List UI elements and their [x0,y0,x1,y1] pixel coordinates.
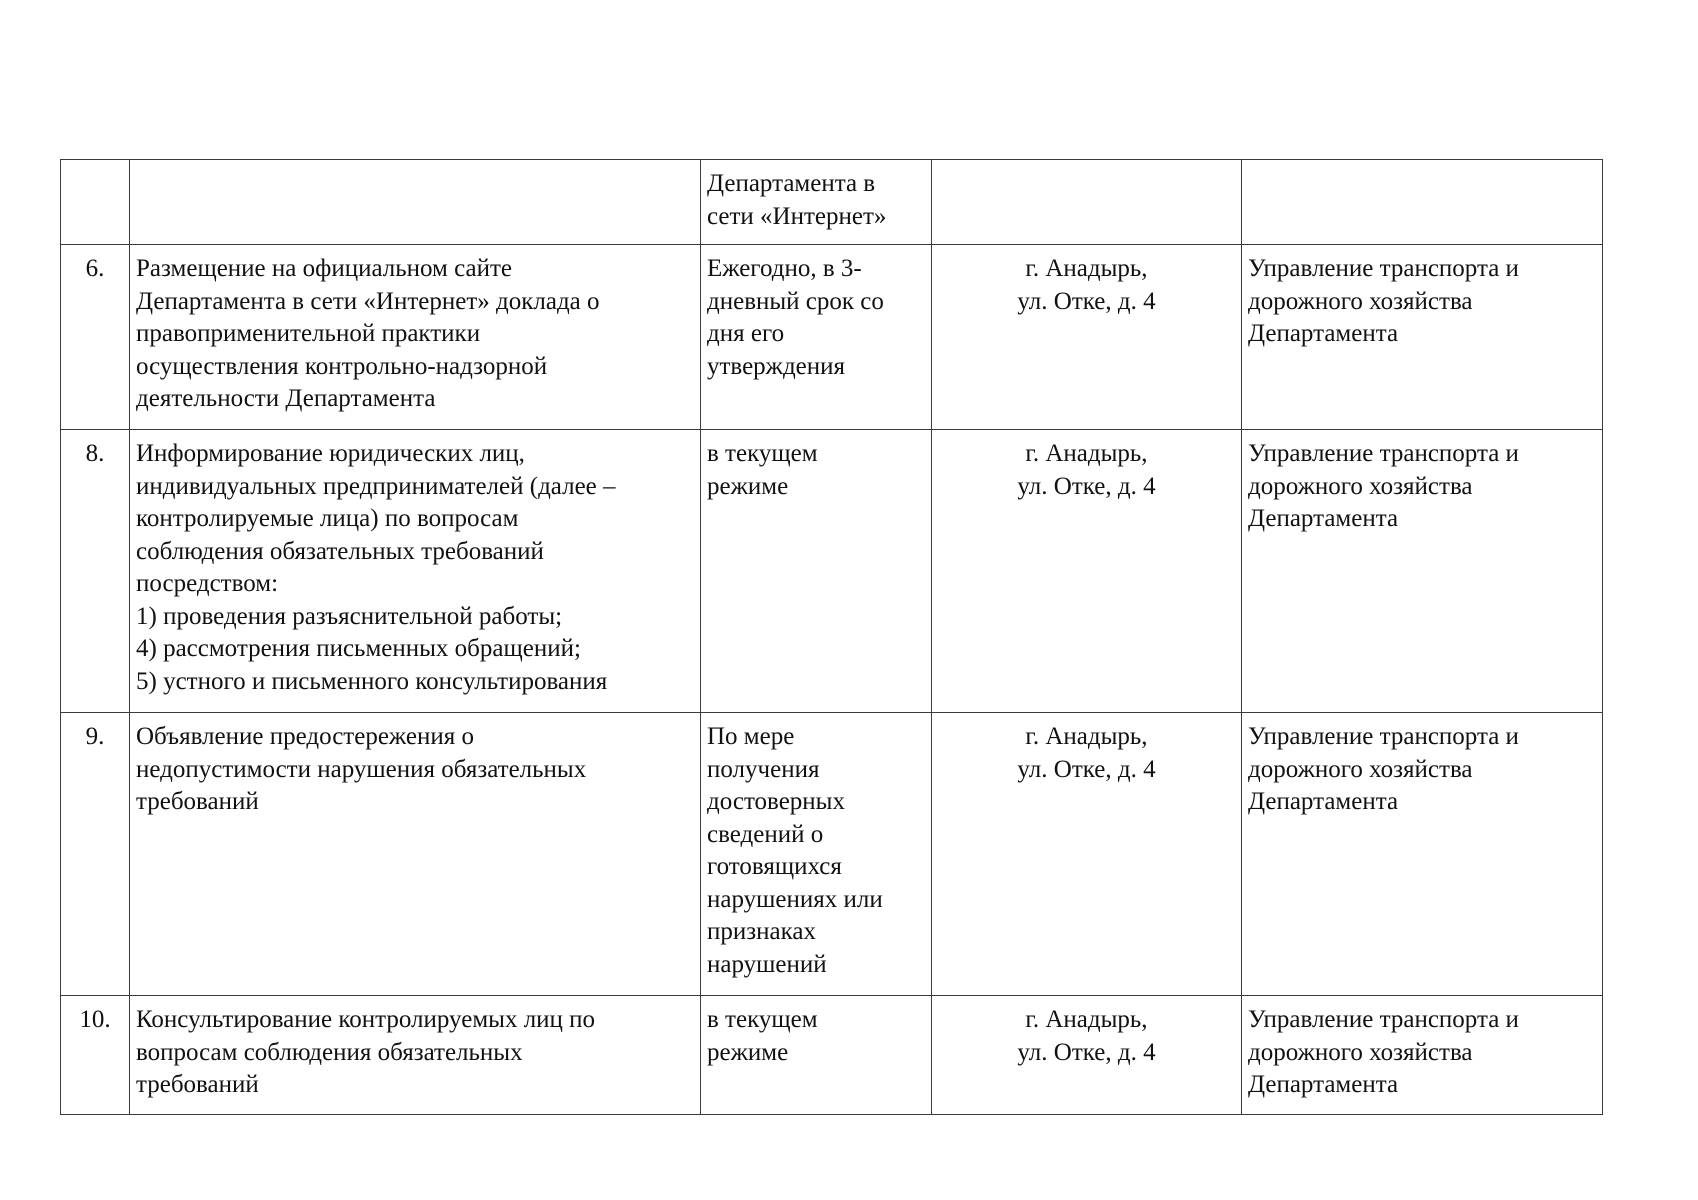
cell-activity [130,713,701,996]
cell-activity [130,430,701,713]
term-line: дневный срок со [707,287,884,315]
term-line: сети «Интернет» [707,202,887,230]
cell-place [932,160,1242,245]
place-line: ул. Отке, д. 4 [1017,755,1156,783]
activity-line: Департамента в сети «Интернет» доклада о [136,287,600,315]
responsible-line: дорожного хозяйства [1248,755,1473,783]
term-line: готовящихся [707,853,842,880]
cell-number [61,160,130,245]
term-line: По мере [707,723,795,750]
term-line: Департамента в [707,170,876,197]
activities-table [60,159,1603,1115]
responsible-line: Управление транспорта и [1248,723,1519,750]
place-line: г. Анадырь, [1025,255,1148,282]
responsible-line: дорожного хозяйства [1248,1038,1473,1066]
activity-line: индивидуальных предпринимателей (далее – [136,472,616,500]
term-line: утверждения [707,352,846,380]
table-row-continuation [61,160,1603,245]
responsible-line: дорожного хозяйства [1248,472,1473,500]
cell-number: 9. [61,713,130,996]
activity-line: вопросам соблюдения обязательных [136,1038,523,1066]
term-line: дня его [707,320,785,347]
table-row [61,430,1603,713]
term-line: нарушений [707,950,827,978]
activity-line: осуществления контрольно-надзорной [136,352,548,380]
responsible-line: Департамента [1248,788,1399,815]
term-line: Ежегодно, в 3- [707,255,862,282]
place-line: г. Анадырь, [1025,440,1148,467]
responsible-line: Управление транспорта и [1248,440,1519,467]
term-line: в текущем [707,440,818,467]
activity-line: контролируемые лица) по вопросам [136,505,519,532]
activity-line: Консультирование контролируемых лиц по [136,1006,596,1033]
cell-place [932,430,1242,713]
activity-line: 5) устного и письменного консультирования [136,667,608,695]
responsible-line: Департамента [1248,320,1399,347]
cell-number: 6. [61,245,130,430]
table-row [61,245,1603,430]
place-line: ул. Отке, д. 4 [1017,472,1156,500]
cell-responsible [1242,160,1603,245]
activity-line: Информирование юридических лиц, [136,440,525,467]
responsible-line: Управление транспорта и [1248,1006,1519,1033]
activity-line: недопустимости нарушения обязательных [136,755,587,783]
responsible-line: Управление транспорта и [1248,255,1519,282]
cell-activity [130,245,701,430]
table-row [61,996,1603,1115]
activity-line: Размещение на официальном сайте [136,255,513,282]
place-line: г. Анадырь, [1025,723,1148,750]
table-row [61,713,1603,996]
cell-responsible [1242,430,1603,713]
cell-responsible [1242,245,1603,430]
cell-activity [130,160,701,245]
cell-place [932,713,1242,996]
cell-term [701,430,932,713]
term-line: в текущем [707,1006,818,1033]
term-line: получения [707,755,820,783]
place-line: г. Анадырь, [1025,1006,1148,1033]
activity-line: требований [136,788,259,815]
responsible-line: дорожного хозяйства [1248,287,1473,315]
place-line: ул. Отке, д. 4 [1017,1038,1156,1066]
responsible-line: Департамента [1248,505,1399,532]
place-line: ул. Отке, д. 4 [1017,287,1156,315]
term-line: режиме [707,1038,789,1066]
cell-term [701,996,932,1115]
cell-number: 10. [61,996,130,1115]
term-line: достоверных [707,788,845,815]
cell-number: 8. [61,430,130,713]
activity-line: деятельности Департамента [136,385,436,412]
activity-line: соблюдения обязательных требований [136,537,544,565]
term-line: нарушениях или [707,885,883,913]
cell-place [932,996,1242,1115]
cell-activity [130,996,701,1115]
cell-responsible [1242,996,1603,1115]
activity-line: посредством: [136,570,279,597]
cell-term [701,160,932,245]
responsible-line: Департамента [1248,1071,1399,1098]
cell-term [701,713,932,996]
activity-line: 1) проведения разъяснительной работы; [136,602,563,630]
term-line: режиме [707,472,789,500]
term-line: сведений о [707,820,824,848]
cell-responsible [1242,713,1603,996]
term-line: признаках [707,918,816,945]
activity-line: Объявление предостережения о [136,723,474,750]
activity-line: требований [136,1071,259,1098]
activity-line: 4) рассмотрения письменных обращений; [136,635,581,662]
activity-line: правоприменительной практики [136,320,481,347]
cell-term [701,245,932,430]
cell-place [932,245,1242,430]
